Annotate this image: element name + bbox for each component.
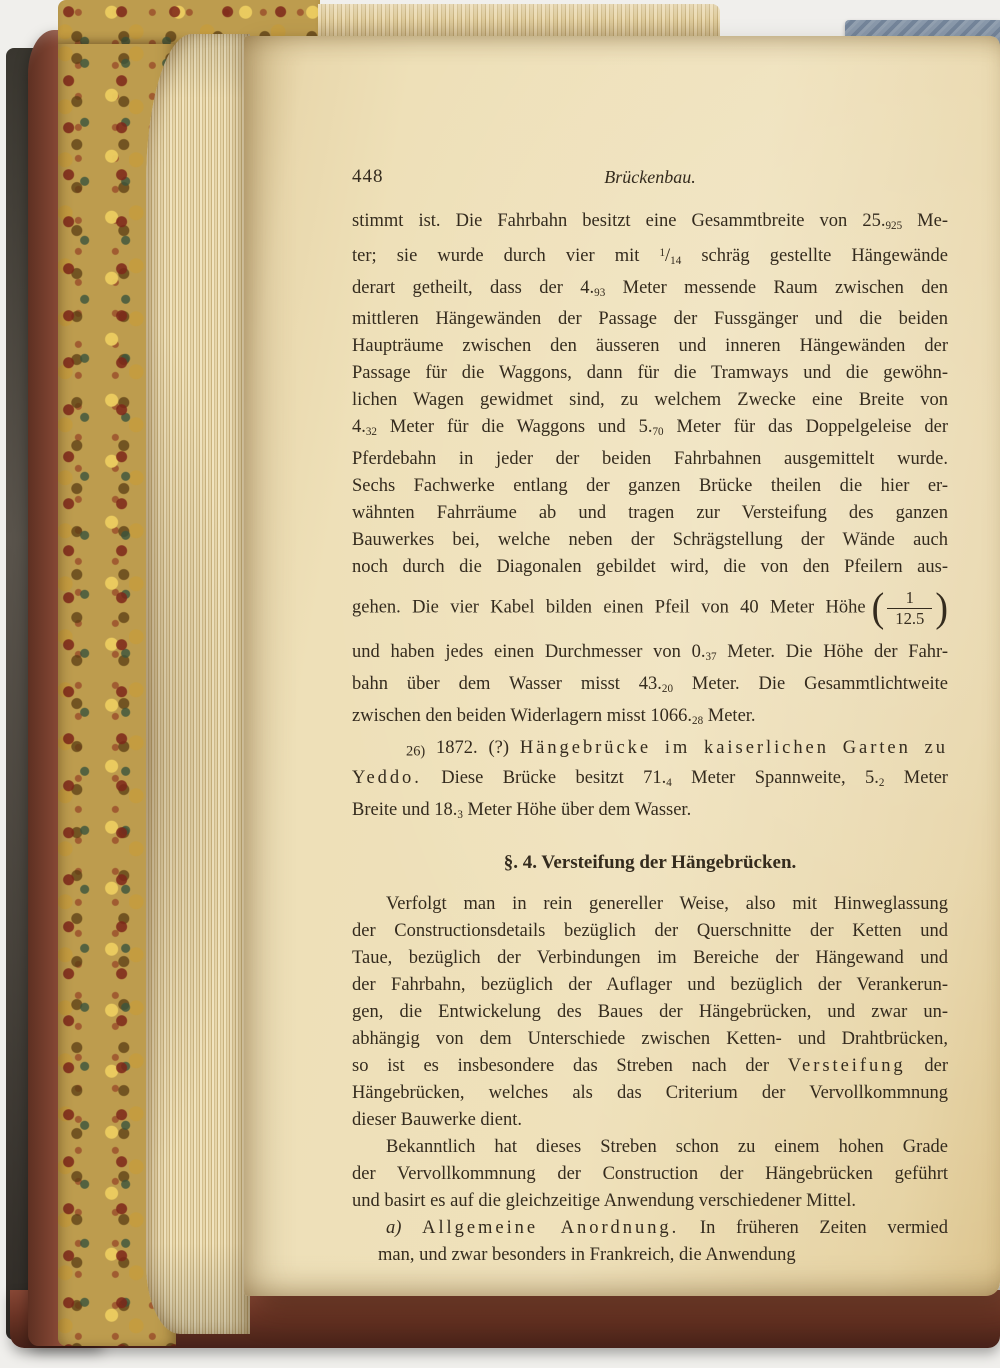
text-line xyxy=(352,446,948,473)
text-line xyxy=(352,275,948,307)
text-segment: In früheren Zeiten vermied xyxy=(679,1217,948,1238)
text-segment: gen, die Entwickelung des Baues der Hängebrücken, und zwar un- xyxy=(352,1001,948,1022)
text-segment: Taue, bezüglich der Verbindungen im Bereiche der Hängewand und xyxy=(352,947,948,968)
text-segment: 14 xyxy=(670,254,682,267)
text-line xyxy=(352,473,948,500)
text-segment: man, und zwar besonders in Frankreich, die Anwendung xyxy=(378,1244,796,1265)
text-segment: der Constructionsdetails bezüglich der Querschnitte der Ketten und xyxy=(352,920,948,941)
text-line xyxy=(352,1188,948,1215)
text-segment: Hängebrücke im kaiserlichen Garten zu xyxy=(519,737,948,758)
text-line xyxy=(352,500,948,527)
text-line xyxy=(352,240,948,275)
text-line xyxy=(352,765,948,797)
paragraph xyxy=(352,1134,948,1215)
text-segment: Meter Spannweite, 5. xyxy=(671,768,879,789)
text-segment: Meter. xyxy=(703,705,756,726)
text-line xyxy=(352,1053,948,1080)
text-segment: Haupträume zwischen den äusseren und inneren Hängewänden der xyxy=(352,336,948,357)
text-line xyxy=(352,972,948,999)
text-segment: 3 xyxy=(457,808,463,821)
text-segment: Bauwerkes bei, welche neben der Schrägstellung der Wände auch xyxy=(352,530,948,551)
text-segment: Meter für die Waggons und 5. xyxy=(376,417,653,438)
text-segment: 26) xyxy=(406,743,426,760)
text-segment: Sechs Fachwerke entlang der ganzen Brücke theilen die hier er- xyxy=(352,476,948,497)
text-line xyxy=(352,735,948,766)
text-line xyxy=(352,333,948,360)
text-segment: 20 xyxy=(661,682,674,695)
text-segment: der Vervollkommnung der Construction der Hängebrücken geführt xyxy=(352,1163,948,1184)
text-segment: so ist es insbesondere das Streben nach der xyxy=(352,1055,788,1076)
section-heading: §. 4. Versteifung der Hängebrücken. xyxy=(503,851,797,873)
text-line xyxy=(352,797,948,829)
page-header xyxy=(352,164,948,194)
text-segment: noch durch die Diagonalen gebildet wird, die von den Pfeilern aus- xyxy=(352,557,948,578)
text-segment: Meter für das Doppelgeleise der xyxy=(663,417,948,438)
text-line xyxy=(352,554,948,581)
text-segment: bahn über dem Wasser misst 43. xyxy=(352,674,662,695)
text-segment: und haben jedes einen Durchmesser von 0. xyxy=(352,642,706,663)
text-segment: Diese Brücke besitzt 71. xyxy=(421,768,667,789)
text-segment: Meter Höhe über dem Wasser. xyxy=(462,799,692,820)
text-segment: Meter. Die Höhe der Fahr- xyxy=(716,642,948,663)
text-line xyxy=(352,703,948,735)
text-segment: 4. xyxy=(352,417,366,438)
paragraph xyxy=(352,208,948,735)
text-line xyxy=(352,360,948,387)
page-content xyxy=(352,164,948,1269)
text-segment: 2 xyxy=(878,776,885,789)
text-segment: gehen. Die vier Kabel bilden einen Pfeil von 40 Meter Höhe xyxy=(352,597,866,618)
text-segment: a) xyxy=(386,1217,402,1238)
paragraph xyxy=(352,735,948,829)
text-line xyxy=(352,1107,948,1134)
text-segment: Allgemeine Anordnung. xyxy=(422,1217,680,1238)
text-segment: abhängig von dem Unterschiede zwischen Ketten- und Drahtbrücken, xyxy=(352,1028,948,1049)
text-segment: Hängebrücken, welches als das Criterium der Vervollkommnung xyxy=(352,1082,948,1103)
text-segment: Versteifung xyxy=(787,1055,906,1076)
book-page xyxy=(244,36,1000,1296)
text-segment: Meter messende Raum zwischen den xyxy=(605,277,948,298)
text-segment: 37 xyxy=(705,651,717,664)
text-line xyxy=(352,306,948,333)
text-segment: der Fahrbahn, bezüglich der Auflager und bezüglich der Verankerun- xyxy=(352,974,948,995)
text-segment: 925 xyxy=(885,219,903,232)
fanned-page-edges xyxy=(146,34,250,1334)
text-segment: 1872. (?) xyxy=(425,737,520,758)
text-line xyxy=(352,414,948,446)
text-segment: stimmt ist. Die Fahrbahn besitzt eine Gesammtbreite von 25. xyxy=(352,211,886,231)
text-segment: Passage für die Waggons, dann für die Tramways und die gewöhn- xyxy=(352,363,948,384)
text-line xyxy=(352,1080,948,1107)
text-segment: wähnten Fahrräume ab und tragen zur Versteifung des ganzen xyxy=(352,503,948,524)
running-title: Brückenbau. xyxy=(604,167,696,187)
text-line xyxy=(352,945,948,972)
text-segment: 70 xyxy=(652,426,664,439)
text-blocks xyxy=(352,208,948,1269)
text-segment: der xyxy=(905,1055,948,1076)
text-line xyxy=(352,918,948,945)
text-segment: und basirt es auf die gleichzeitige Anwendung verschiedener Mittel. xyxy=(352,1190,856,1211)
text-line xyxy=(352,581,948,639)
text-segment: lichen Wagen gewidmet sind, zu welchem Zwecke eine Breite von xyxy=(352,390,948,411)
text-segment: dieser Bauwerke dient. xyxy=(352,1109,523,1130)
text-line xyxy=(352,1161,948,1188)
text-line xyxy=(352,1242,948,1269)
paragraph xyxy=(352,891,948,1134)
text-line xyxy=(352,1215,948,1242)
text-segment: 28 xyxy=(692,714,704,727)
text-segment: 93 xyxy=(594,286,606,299)
text-line xyxy=(352,527,948,554)
text-line xyxy=(352,1134,948,1161)
text-segment xyxy=(401,1218,422,1238)
text-segment: / xyxy=(665,245,671,266)
text-line xyxy=(352,1026,948,1053)
text-segment: Pferdebahn in jeder der beiden Fahrbahnen ausgemittelt wurde. xyxy=(352,449,948,470)
stacked-fraction: ( $\frac{1}{12.5}$ ) xyxy=(871,585,948,631)
text-segment: ter; sie wurde durch vier mit xyxy=(352,245,660,266)
text-segment: derart getheilt, dass der 4. xyxy=(352,277,595,298)
paragraph xyxy=(352,1215,948,1269)
text-segment: 1 xyxy=(659,246,666,259)
text-segment: Verfolgt man in rein genereller Weise, also mit Hinweglassung xyxy=(386,893,948,914)
text-line xyxy=(352,671,948,703)
text-segment: Yeddo. xyxy=(352,768,422,789)
text-segment: Breite und 18. xyxy=(352,799,458,820)
page-number: 448 xyxy=(352,166,384,187)
text-segment: Bekanntlich hat dieses Streben schon zu einem hohen Grade xyxy=(386,1136,948,1157)
text-segment: schräg gestellte Hängewände xyxy=(681,245,948,266)
text-segment: 4 xyxy=(666,776,672,789)
text-segment: mittleren Hängewänden der Passage der Fussgänger und die beiden xyxy=(352,309,948,330)
text-segment: Me- xyxy=(902,211,948,231)
text-line xyxy=(352,639,948,671)
text-line xyxy=(352,387,948,414)
text-segment: zwischen den beiden Widerlagern misst 1066. xyxy=(352,705,693,726)
text-line xyxy=(352,208,948,240)
text-segment: Meter xyxy=(884,768,948,789)
text-segment: 32 xyxy=(365,426,377,439)
text-line xyxy=(352,891,948,918)
text-segment: Meter. Die Gesammtlichtweite xyxy=(673,674,948,695)
text-line xyxy=(352,999,948,1026)
